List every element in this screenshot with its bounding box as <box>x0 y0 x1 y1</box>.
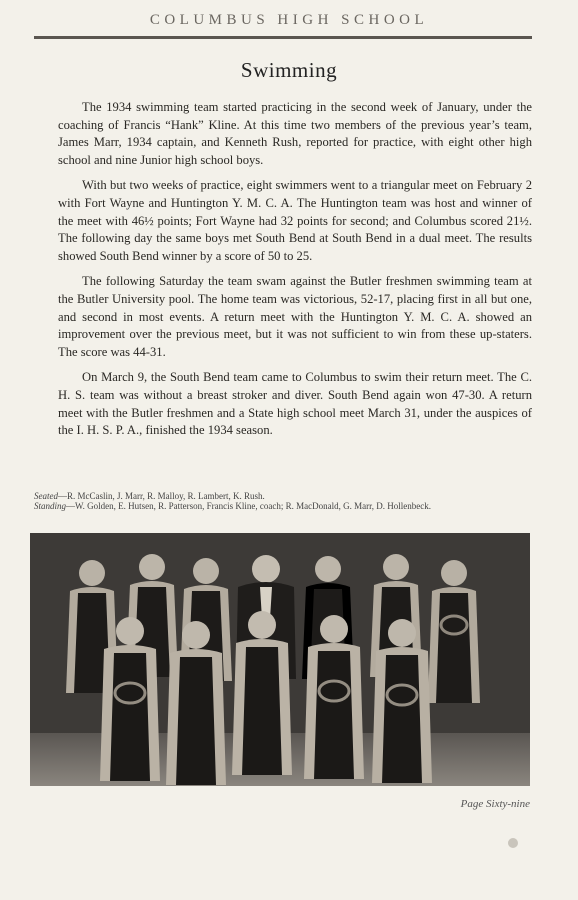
caption-seated-line <box>34 491 532 501</box>
photo-caption <box>34 491 532 511</box>
caption-seated-label: Seated <box>34 491 58 501</box>
header-rule <box>34 36 532 39</box>
caption-standing-line <box>34 501 532 511</box>
team-photo-illustration <box>30 533 530 786</box>
paragraph-3: The following Saturday the team swam against the Butler freshmen swimming team at the Butler University pool. The home team was victorious, 52-17, placing first in all but one, and second in most events. A return meet with the Huntington Y. M. C. A. showed an improvement over the previous meet, but it was not sufficient to win from these up-staters. The score was 44-31. <box>58 274 532 359</box>
page-corner-mark <box>508 838 518 848</box>
running-head: COLUMBUS HIGH SCHOOL <box>149 12 429 28</box>
caption-standing-label: Standing <box>34 501 67 511</box>
paragraph-2: With but two weeks of practice, eight swimmers went to a triangular meet on February 2 with Fort Wayne and Huntington Y. M. C. A. The Huntington team was host and winner of the meet with 46½ points; Fort Wayne had 32 points for second; and Columbus scored 21½. The following day the same boys met South Bend at South Bend in a dual meet. The results showed South Bend winner by a score of 50 to 25. <box>58 178 532 263</box>
page-title: Swimming <box>240 58 338 82</box>
paragraph-1: The 1934 swimming team started practicing in the second week of January, under the coaching of Francis “Hank” Kline. At this time two members of the previous year’s team, James Marr, 1934 captain, and Kenneth Rush, reported for practice, with eight other high school and nine Junior high school boys. <box>58 100 532 167</box>
caption-seated-names: —R. McCaslin, J. Marr, R. Malloy, R. Lambert, K. Rush. <box>58 491 265 501</box>
page-number: Page Sixty-nine <box>460 798 530 810</box>
article-body <box>58 99 532 448</box>
paragraph-4: On March 9, the South Bend team came to Columbus to swim their return meet. The C. H. S. team was without a breast stroker and diver. South Bend again won 47-30. A return meet with the Butler freshmen and a State high school meet March 31, under the auspices of the I. H. S. P. A., finished the 1934 season. <box>58 370 532 438</box>
team-photo <box>30 533 530 786</box>
caption-standing-names: —W. Golden, E. Hutsen, R. Patterson, Francis Kline, coach; R. MacDonald, G. Marr, D. Hollenbeck. <box>66 501 431 511</box>
